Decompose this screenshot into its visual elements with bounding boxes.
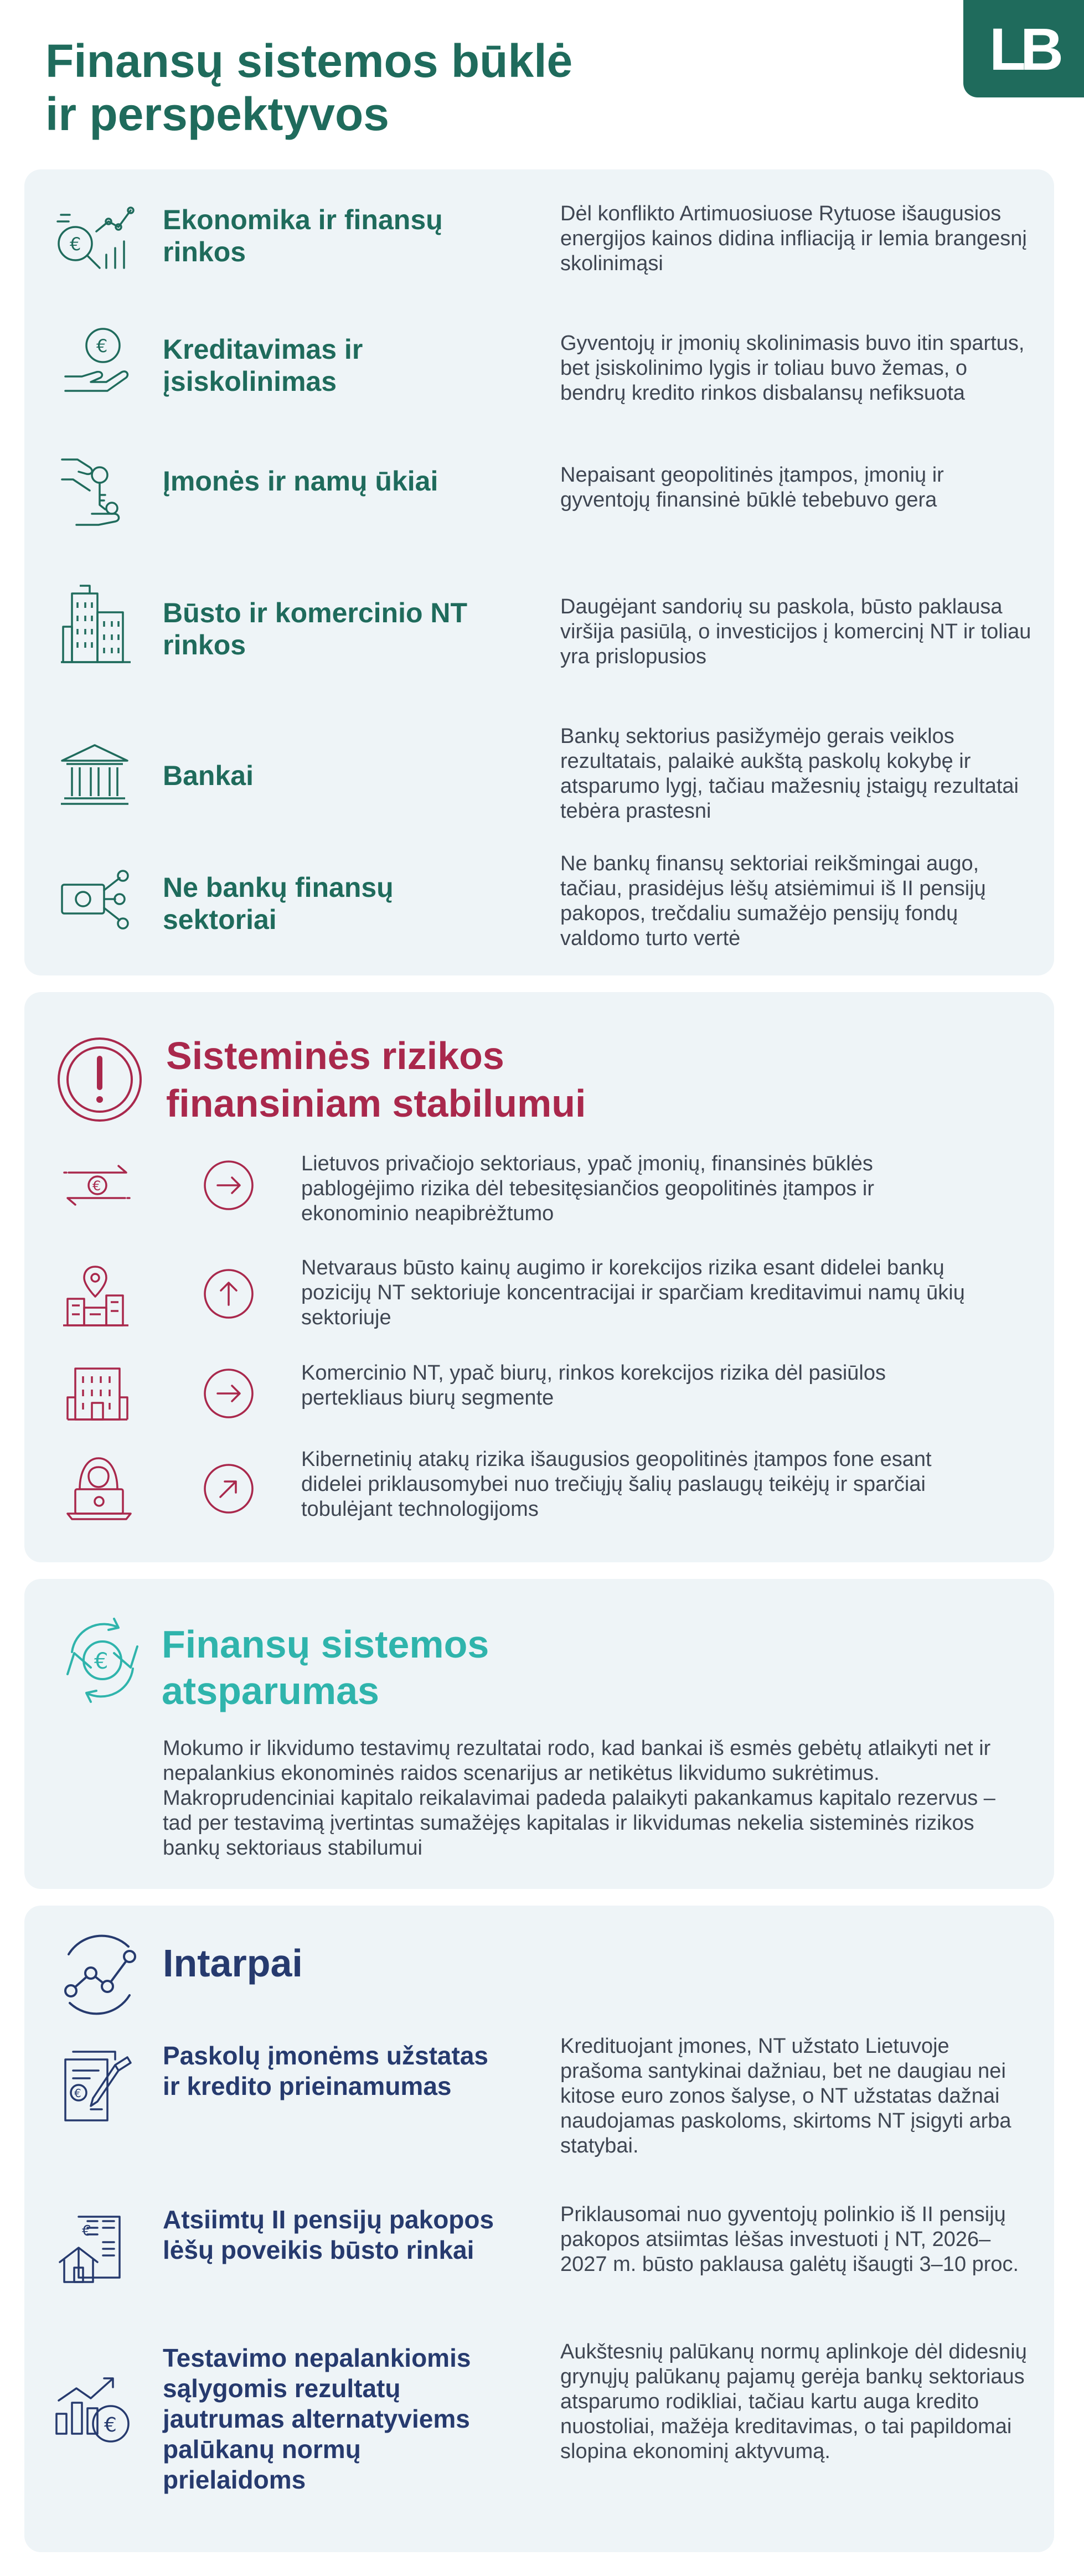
resilience-title-line-2: atsparumas <box>162 1669 379 1712</box>
svg-text:€: € <box>94 1649 109 1674</box>
resilience-title-line-1: Finansų sistemos <box>162 1623 489 1666</box>
svg-text:€: € <box>92 1178 101 1194</box>
status-text-3: Nepaisant geopolitinės įtampos, įmonių ir gyventojų finansinė būklė tebebuvo gera <box>560 463 944 512</box>
status-text-5: Bankų sektorius pasižymėjo gerais veiklos rezultatais, palaikė aukštą paskolų kokybę ir atsparumo lygį, tačiau mažesnių įstaigų rezultatai tebėra prastesni <box>560 725 1019 823</box>
status-text-2: Gyventojų ir įmonių skolinimasis buvo itin spartus, bet įsiskolinimo lygis ir toliau buvo žemas, o bendrų kredito rinkos disbalansų nefiksuota <box>560 332 1025 405</box>
risk-text-3: Komercinio NT, ypač biurų, rinkos korekcijos rizika dėl pasiūlos pertekliaus biurų segmente <box>301 1361 886 1410</box>
risk-trend-arrow-up-right <box>203 1463 255 1515</box>
status-label-1: Ekonomika ir finansų rinkos <box>163 204 443 267</box>
status-text-1: Dėl konflikto Artimuosiuose Rytuose išaugusios energijos kainos didina infliaciją ir lemia brangesnį skolinimąsi <box>560 202 1027 275</box>
logo-text: LB <box>989 15 1058 82</box>
svg-text:€: € <box>82 2223 91 2239</box>
risk-trend-arrow-right-1 <box>203 1159 255 1211</box>
warning-icon <box>55 1035 144 1124</box>
status-label-2: Kreditavimas ir įsiskolinimas <box>163 334 363 397</box>
resilience-card <box>24 1579 1054 1889</box>
insert-label-2: Atsiimtų II pensijų pakopos lėšų poveikis būsto rinkai <box>163 2205 494 2264</box>
hand-key-icon <box>59 453 131 530</box>
svg-text:€: € <box>96 335 108 357</box>
status-label-6: Ne bankų finansų sektoriai <box>163 872 394 935</box>
trend-line-icon <box>52 1928 146 2022</box>
bank-icon <box>59 742 131 808</box>
status-card <box>24 169 1054 975</box>
euro-document-icon <box>61 2048 133 2126</box>
resilience-title <box>162 1621 826 1714</box>
euro-hand-icon <box>61 323 133 395</box>
pension-house-icon <box>58 2213 135 2285</box>
svg-text:€: € <box>104 2414 117 2436</box>
stress-test-chart-icon <box>53 2367 136 2450</box>
status-text-6: Ne bankų finansų sektoriai reikšmingai augo, tačiau, prasidėjus lėšų atsiėmimui iš II pensijų pakopos, trečdaliu sumažėjo pensijų fondų valdomo turto vertė <box>560 852 986 950</box>
insert-text-1: Kredituojant įmones, NT užstato Lietuvoje prašoma santykinai dažniau, bet ne daugiau nei kitose euro zonos šalyse, o NT užstatas dažnai naudojamas paskoloms, skirtoms NT įsigyti arba statybai. <box>560 2035 1011 2157</box>
inserts-card <box>24 1906 1054 2552</box>
risk-text-4: Kibernetinių atakų rizika išaugusios geopolitinės įtampos fone esant didelei priklausomybei nuo trečiųjų šalių paslaugų teikėjų ir sparčiai tobulėjant technologijoms <box>301 1448 932 1521</box>
svg-text:€: € <box>70 234 81 255</box>
risk-trend-arrow-right-2 <box>203 1367 255 1419</box>
insert-label-3: Testavimo nepalankiomis sąlygomis rezultatų jautrumas alternatyviems palūkanų normų prielaidoms <box>163 2343 471 2494</box>
euro-cycle-icon <box>55 1613 149 1707</box>
money-network-icon <box>59 868 136 935</box>
office-building-icon <box>64 1363 131 1424</box>
resilience-text: Mokumo ir likvidumo testavimų rezultatai rodo, kad bankai iš esmės gebėtų atlaikyti net ir nepalankius ekonominės raidos scenarijus ar netikėtus likvidumo sukrėtimus. Makroprudenciniai kapitalo reikalavimai padeda palaikyti pakankamus kapitalo rezervus – tad per testavimą įvertintas sumažėjęs kapitalas ir likvidumas nekelia sisteminės rizikos bankų sektoriaus stabilumui <box>163 1737 995 1860</box>
risks-title-line-2: finansiniam stabilumui <box>166 1082 586 1125</box>
buildings-icon <box>61 582 133 665</box>
risks-title <box>166 1032 886 1127</box>
insert-text-2: Priklausomai nuo gyventojų polinkio iš II pensijų pakopos atsiimtas lėšas investuoti į NT, 2026–2027 m. būsto paklausa galėtų išaugti 3–10 proc. <box>560 2203 1019 2276</box>
euro-exchange-icon <box>61 1160 133 1210</box>
risk-text-2: Netvaraus būsto kainų augimo ir korekcijos rizika esant didelei bankų pozicijų NT sektoriuje koncentracijai ir sparčiam kreditavimui namų ūkių sektoriuje <box>301 1256 965 1329</box>
risks-title-line-1: Sisteminės rizikos <box>166 1034 504 1077</box>
insert-text-3: Aukštesnių palūkanų normų aplinkoje dėl didesnių grynųjų palūkanų pajamų gerėja bankų sektoriaus atsparumo rodikliai, tačiau kartu auga kredito nuostoliai, mažėja kreditavimas, o tai papildomai slopina ekonominį aktyvumą. <box>560 2340 1027 2463</box>
status-text-4: Daugėjant sandorių su paskola, būsto paklausa viršija pasiūlą, o investicijos į komercinį NT ir toliau yra prislopusios <box>560 595 1031 668</box>
page-title <box>45 34 876 141</box>
risks-card <box>24 992 1054 1562</box>
status-label-4: Būsto ir komercinio NT rinkos <box>163 597 468 660</box>
page-title-line-1: Finansų sistemos būklė <box>45 35 573 87</box>
inserts-title: Intarpai <box>163 1942 303 1985</box>
status-label-5: Bankai <box>163 760 254 791</box>
page-title-line-2: ir perspektyvos <box>45 88 389 140</box>
housing-location-icon <box>60 1263 132 1330</box>
insert-label-1: Paskolų įmonėms užstatas ir kredito prieinamumas <box>163 2041 488 2100</box>
hacker-laptop-icon <box>63 1450 135 1522</box>
status-label-3: Įmonės ir namų ūkiai <box>163 466 438 497</box>
finance-chart-icon <box>53 199 136 277</box>
svg-text:€: € <box>74 2087 81 2100</box>
risk-trend-arrow-up <box>203 1268 255 1320</box>
lb-logo <box>963 0 1084 97</box>
risk-text-1: Lietuvos privačiojo sektoriaus, ypač įmonių, finansinės būklės pablogėjimo rizika dėl tebesitęsiančios geopolitinės įtampos ir ekonominio neapibrėžtumo <box>301 1152 874 1225</box>
